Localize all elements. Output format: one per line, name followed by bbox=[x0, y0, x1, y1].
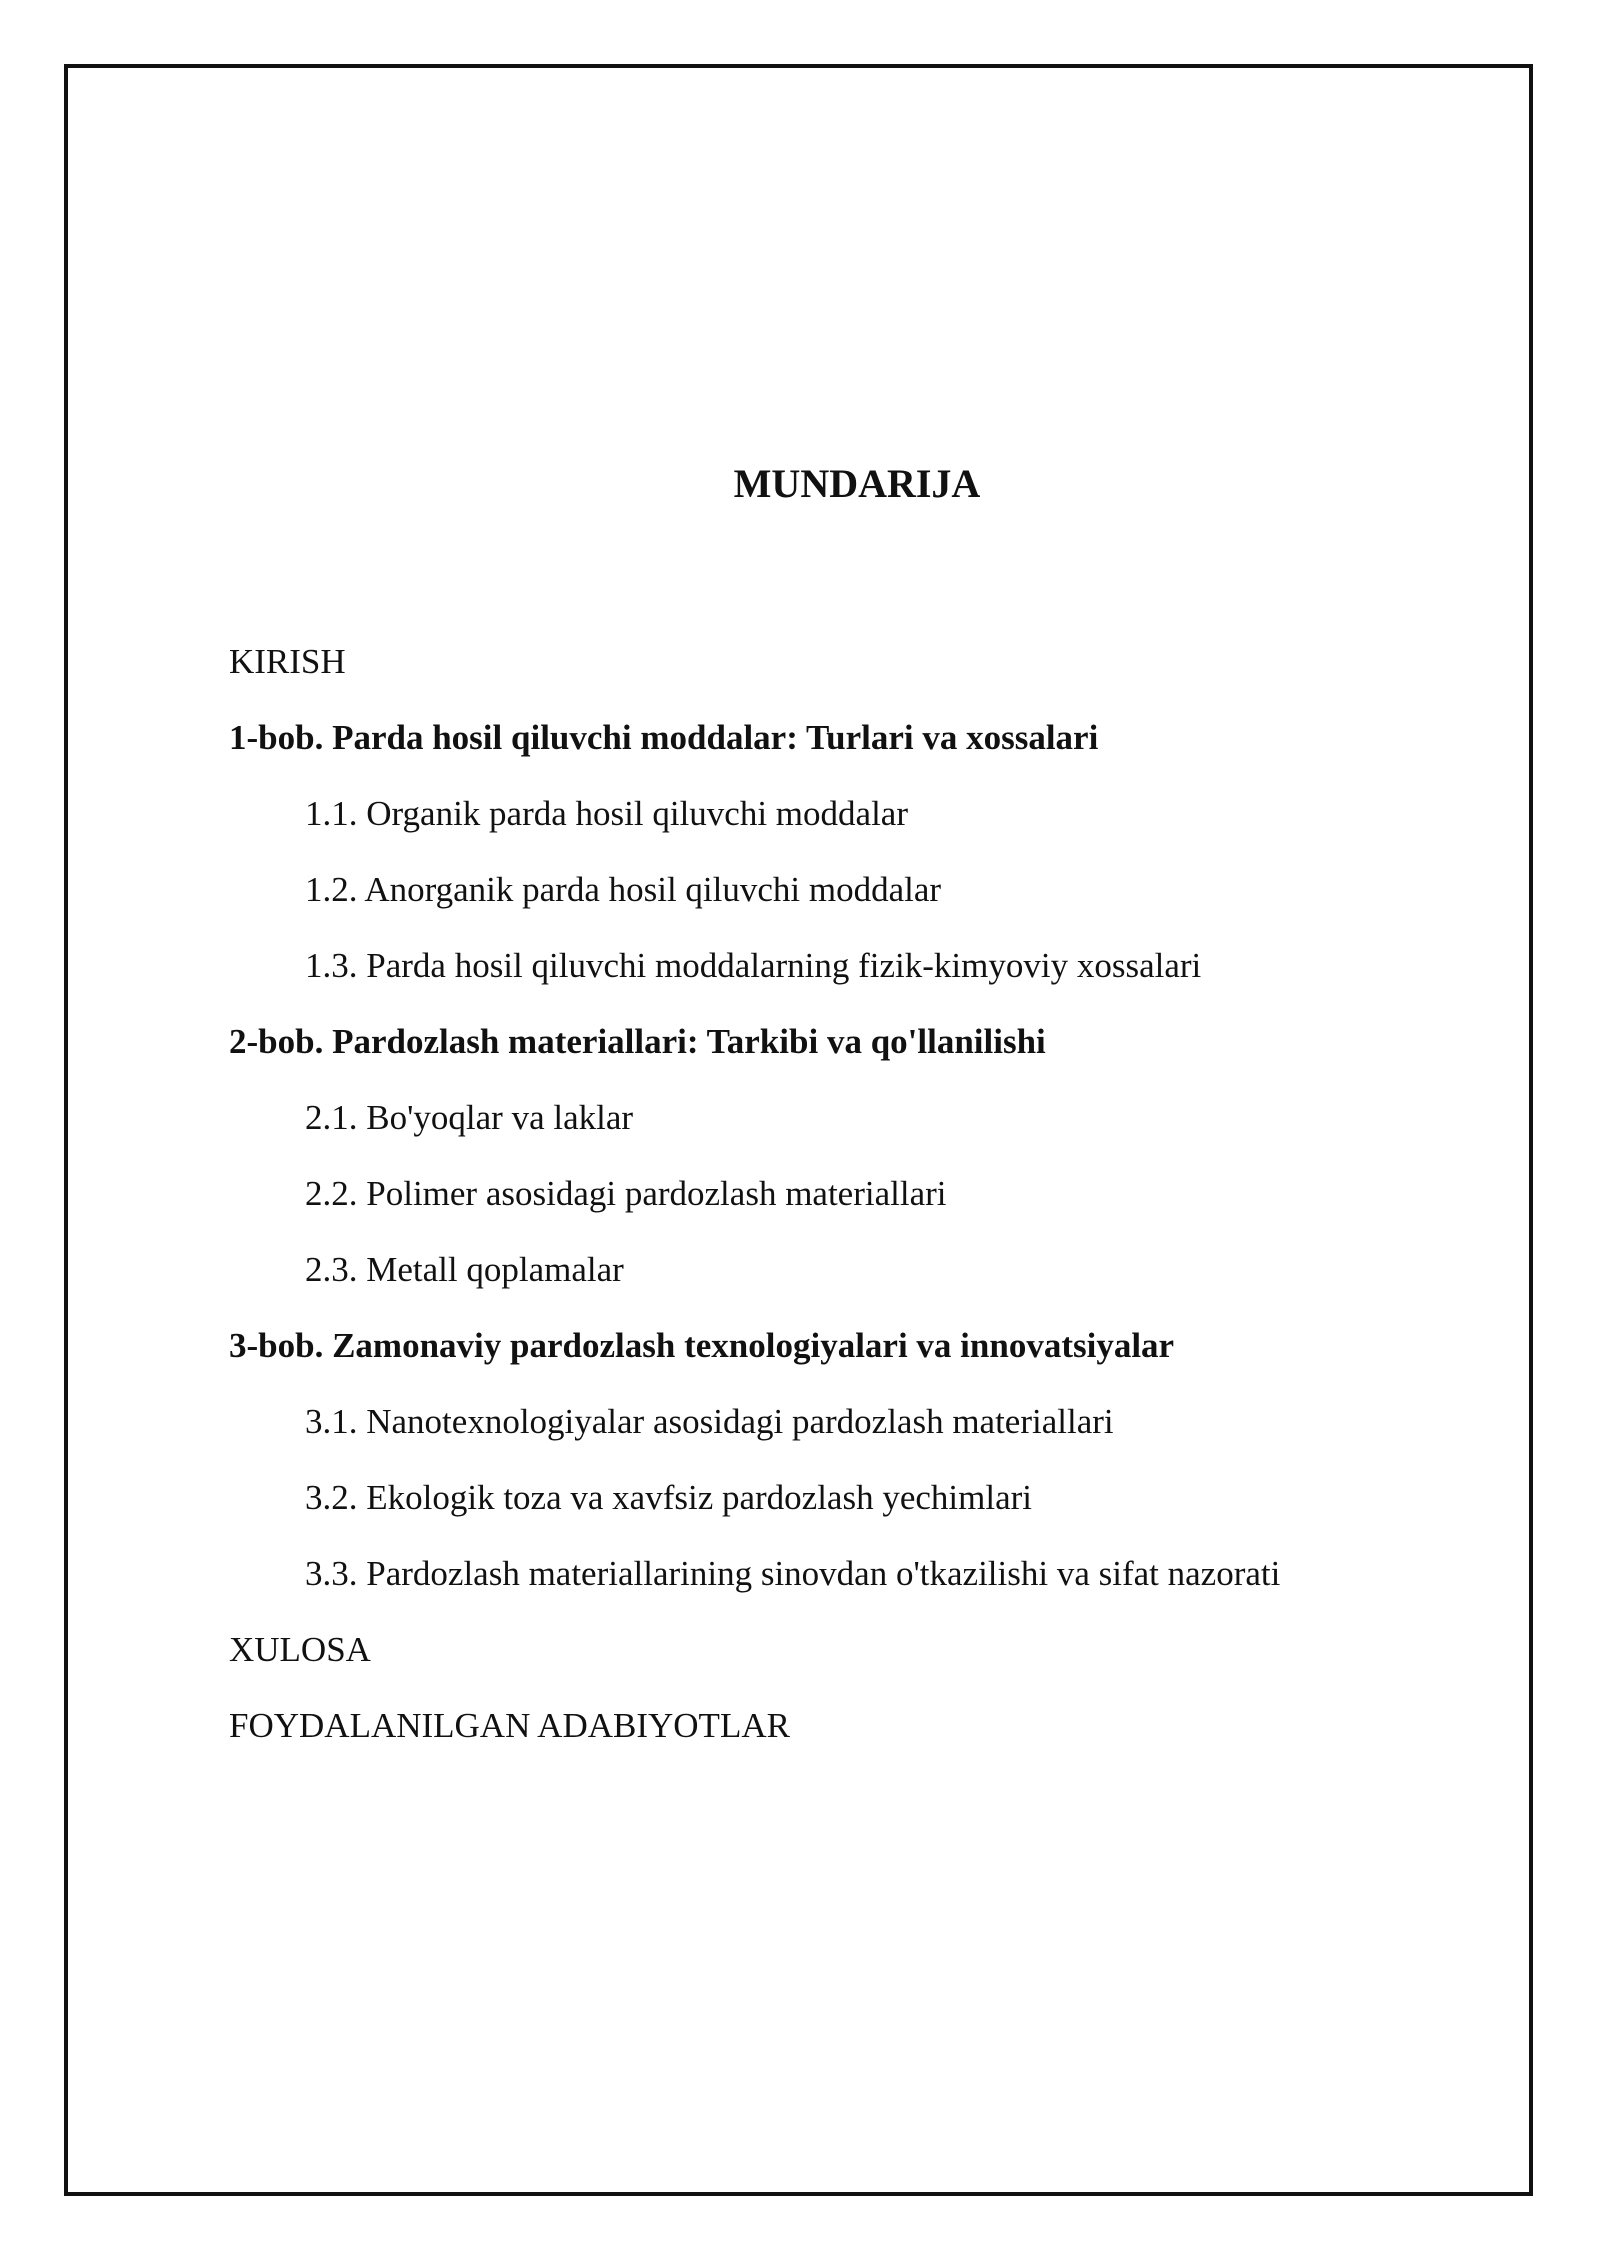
toc-entry-references: FOYDALANILGAN ADABIYOTLAR bbox=[229, 1706, 790, 1745]
toc-entry-section-3-1: 3.1. Nanotexnologiyalar asosidagi pardozlash materiallari bbox=[305, 1402, 1114, 1441]
toc-entry-section-2-1: 2.1. Bo'yoqlar va laklar bbox=[305, 1098, 634, 1137]
toc-entry-conclusion: XULOSA bbox=[229, 1630, 371, 1669]
toc-entry-section-1-1: 1.1. Organik parda hosil qiluvchi moddalar bbox=[305, 794, 908, 833]
toc-entry-section-1-3: 1.3. Parda hosil qiluvchi moddalarning fizik-kimyoviy xossalari bbox=[305, 946, 1202, 985]
toc-entry-section-1-2: 1.2. Anorganik parda hosil qiluvchi moddalar bbox=[305, 870, 942, 909]
toc-entry-section-3-2: 3.2. Ekologik toza va xavfsiz pardozlash yechimlari bbox=[305, 1478, 1032, 1517]
toc-entry-section-2-3: 2.3. Metall qoplamalar bbox=[305, 1250, 624, 1289]
toc-entry-chapter-2: 2-bob. Pardozlash materiallari: Tarkibi va qo'llanilishi bbox=[229, 1022, 1046, 1061]
toc-entry-section-2-2: 2.2. Polimer asosidagi pardozlash materiallari bbox=[305, 1174, 947, 1213]
toc-entry-introduction: KIRISH bbox=[229, 642, 346, 681]
toc-entry-chapter-1: 1-bob. Parda hosil qiluvchi moddalar: Turlari va xossalari bbox=[229, 718, 1099, 757]
toc-entry-section-3-3: 3.3. Pardozlash materiallarining sinovdan o'tkazilishi va sifat nazorati bbox=[305, 1554, 1281, 1593]
toc-entry-chapter-3: 3-bob. Zamonaviy pardozlash texnologiyalari va innovatsiyalar bbox=[229, 1326, 1175, 1365]
table-of-contents bbox=[229, 640, 1479, 1780]
page-title: MUNDARIJA bbox=[733, 461, 981, 506]
